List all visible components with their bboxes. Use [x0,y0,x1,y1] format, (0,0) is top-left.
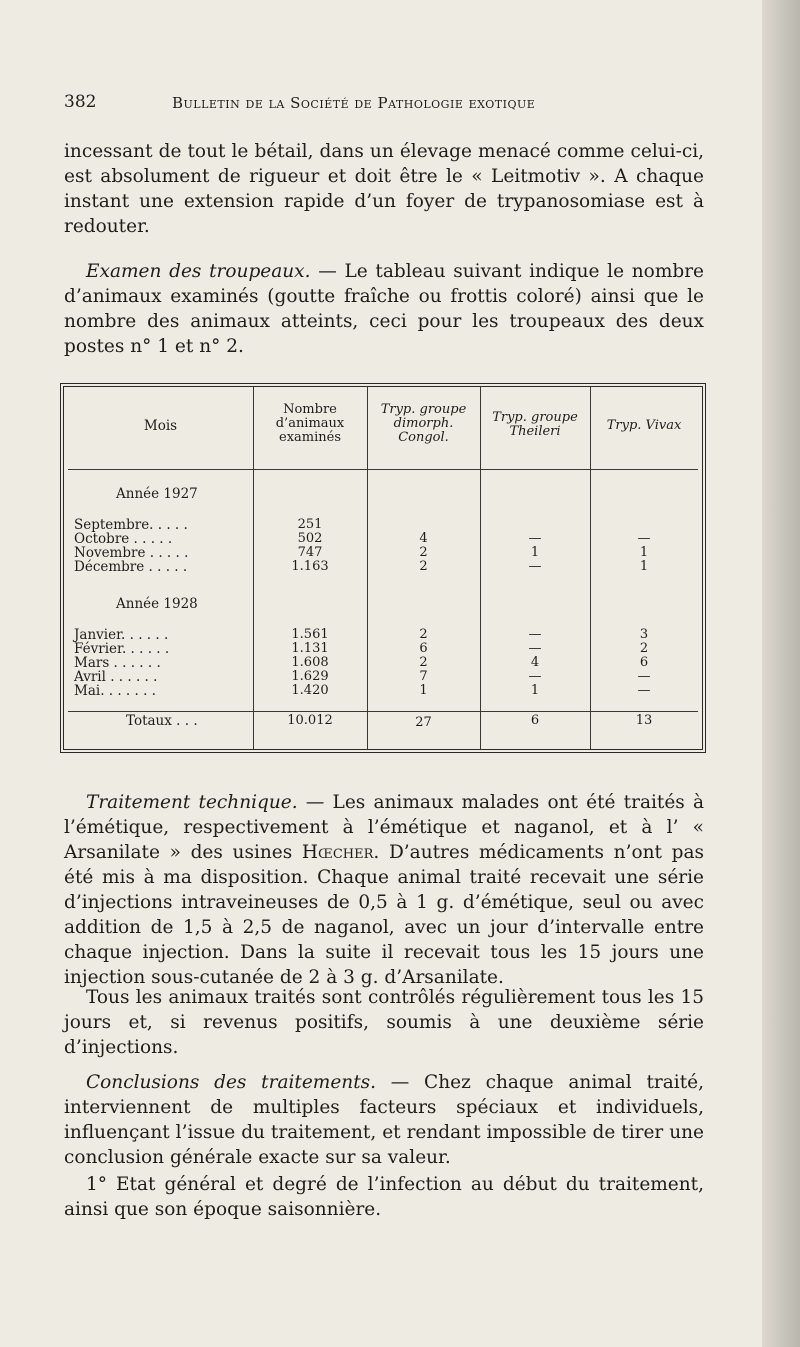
paragraph-leitmotiv: incessant de tout le bétail, dans un élevage menacé comme celui-ci, est absolument de rigueur et doit être le « Leitmotiv ». A chaque instant une extension rapide d’un foyer de trypanosomiase est à redouter. [64,141,704,237]
year-label-1928: Année 1928 [116,596,198,612]
cell-theileri: — [528,669,542,684]
totals-theileri: 6 [530,713,540,728]
cell-mois: Avril . . . . . . [74,669,158,685]
cell-vivax: 1 [639,559,649,574]
cell-vivax: 2 [639,641,649,656]
header-dimorph [367,403,480,445]
header-dimorph-line: dimorph. [393,416,454,431]
paragraph-controle: Tous les animaux traités sont contrôlés régulièrement tous les 15 jours et, si revenus positifs, soumis à une deuxième série d’injections. [64,987,704,1058]
header-theileri-line: Tryp. groupe [492,410,578,425]
header-theileri-line: Theileri [509,424,561,439]
paragraph-traitement [64,790,704,990]
paragraph-conclusions [64,1070,704,1170]
header-rule [68,469,698,470]
cell-nombre: 502 [297,531,323,546]
cell-theileri: 1 [530,683,540,698]
cell-nombre: 1.420 [291,683,329,698]
cell-theileri: — [528,641,542,656]
cell-dimorph: 2 [419,627,428,642]
cell-nombre: 1.608 [291,655,329,670]
cell-vivax: 3 [639,627,649,642]
cell-dimorph: 1 [419,683,428,698]
header-theileri [480,411,590,439]
cell-vivax: — [637,683,651,698]
brand-hoecher: Hœcher [301,842,374,863]
header-nombre-line: d’animaux [275,416,345,431]
cell-dimorph: 2 [419,545,428,560]
cell-theileri: — [528,559,542,574]
cell-nombre: 1.561 [291,627,329,642]
cell-dimorph: 2 [419,559,428,574]
totals-dimorph: 27 [415,715,432,730]
cell-theileri: 4 [530,655,540,670]
cell-mois: Mai. . . . . . . [74,683,156,699]
cell-nombre: 1.629 [291,669,329,684]
totals-nombre: 10.012 [287,713,333,728]
cell-vivax: 6 [639,655,649,670]
header-nombre [253,403,367,445]
cell-dimorph: 7 [419,669,428,684]
cell-vivax: — [637,531,651,546]
year-label-1927: Année 1927 [116,486,198,502]
paragraph-conclusions-text: — Chez chaque animal traité, interviennent de multiples facteurs spéciaux et individuels, influençant l’issue du traitement, et rendant impossible de tirer une conclusion générale exacte sur sa valeur. [64,1072,704,1168]
section-title-traitement: Traitement technique. [86,792,298,813]
cell-mois: Décembre . . . . . [74,559,188,575]
cell-dimorph: 6 [419,641,428,656]
cell-mois: Janvier. . . . . . [74,627,169,643]
section-title-conclusions: Conclusions des traitements. [86,1072,377,1093]
cell-mois: Septembre. . . . . [74,517,188,533]
paragraph-etat-general: 1° Etat général et degré de l’infection au début du traitement, ainsi que son époque saisonnière. [64,1174,704,1220]
cell-theileri: 1 [530,545,540,560]
header-vivax: Tryp. Vivax [606,418,682,433]
cell-nombre: 747 [297,545,323,560]
cell-mois: Octobre . . . . . [74,531,173,547]
data-table [60,383,706,753]
cell-dimorph: 4 [419,531,428,546]
header-mois: Mois [143,418,178,434]
running-title: Bulletin de la Société de Pathologie exotique [172,94,536,112]
paragraph-traitement-text-b: . D’autres médicaments n’ont pas été mis à ma disposition. Chaque animal traité recevait une série d’injections intraveineuses de 0,5 à 1 g. d’émétique, seul ou avec addition de 1,5 à 2,5 de naganol, avec un jour d’intervalle entre chaque injection. Dans la suite il recevait tous les 15 jours une injection sous-cutanée de 2 à 3 g. d’Arsanilate. [64,842,704,988]
header-dimorph-line: Congol. [398,430,449,445]
header-dimorph-line: Tryp. groupe [380,402,467,417]
paragraph-traitement-text-a: — Les animaux malades ont été traités à l’émétique, respectivement à l’émétique et naganol, et à l’ « Arsanilate » des usines [64,792,705,863]
cell-theileri: — [528,531,542,546]
cell-mois: Février. . . . . . [74,641,170,657]
totals-label: Totaux . . . [126,713,198,729]
header-nombre-line: examinés [279,430,341,445]
page-number: 382 [64,92,97,112]
cell-nombre: 1.131 [291,641,329,656]
page-header [64,92,704,116]
cell-nombre: 251 [297,517,323,532]
cell-theileri: — [528,627,542,642]
cell-vivax: — [637,669,651,684]
page-edge-shadow [762,0,800,1347]
cell-nombre: 1.163 [291,559,329,574]
totals-rule [68,711,698,712]
cell-mois: Mars . . . . . . [74,655,161,671]
paragraph-examen [64,259,704,359]
paragraph-examen-text: — Le tableau suivant indique le nombre d’animaux examinés (goutte fraîche ou frottis coloré) ainsi que le nombre des animaux atteints, ceci pour les troupeaux des deux postes n° 1 et n° 2. [64,261,704,357]
header-nombre-line: Nombre [283,402,337,417]
cell-dimorph: 2 [419,655,428,670]
cell-vivax: 1 [639,545,649,560]
totals-vivax: 13 [635,713,653,728]
section-title-examen: Examen des troupeaux. [86,261,311,282]
cell-mois: Novembre . . . . . [74,545,189,561]
